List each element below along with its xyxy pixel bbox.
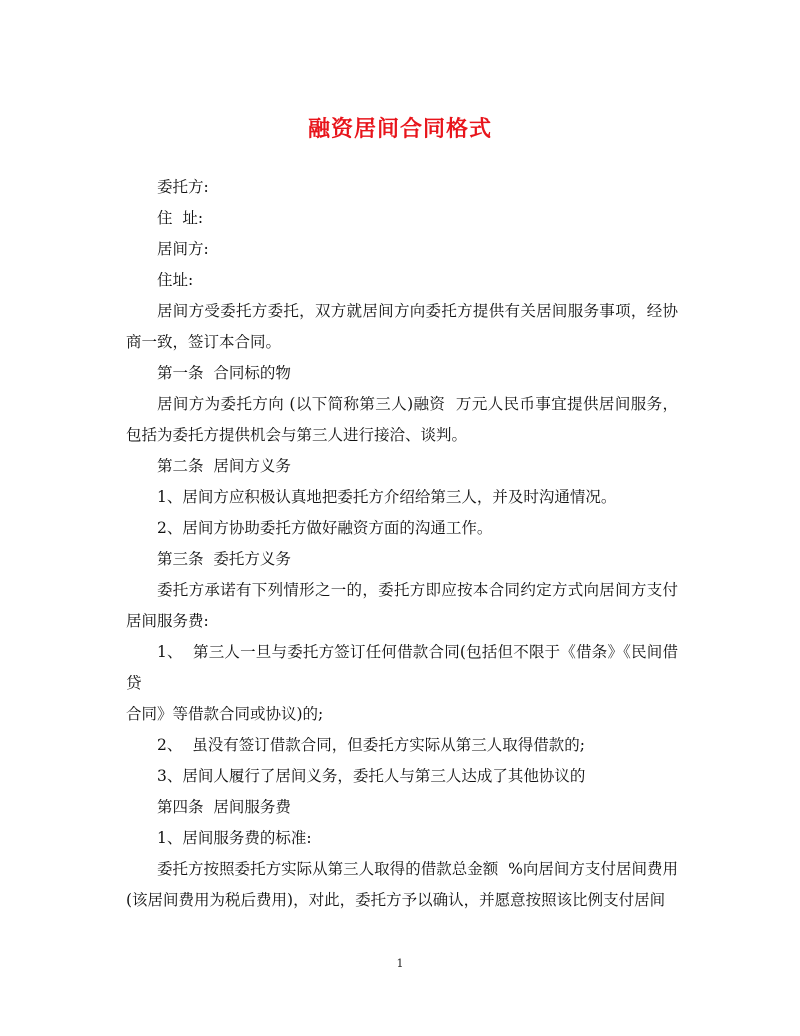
article-1-heading: 第一条 合同标的物: [157, 364, 291, 382]
page-number: 1: [396, 957, 404, 970]
article-3-item-3: 3、居间人履行了居间义务，委托人与第三人达成了其他协议的: [157, 767, 586, 785]
article-3-text: 委托方承诺有下列情形之一的，委托方即应按本合同约定方式向居间方支付居间服务费:: [126, 581, 678, 630]
paragraph-intermediary: 居间方:: [157, 240, 209, 258]
article-3-item-2: 2、 虽没有签订借款合同，但委托方实际从第三人取得借款的;: [157, 736, 585, 754]
article-2-item-2: 2、居间方协助委托方做好融资方面的沟通工作。: [157, 519, 493, 537]
article-1-text: 居间方为委托方向 (以下简称第三人)融资 万元人民币事宜提供居间服务，包括为委托方提供机会与第三人进行接洽、谈判。: [126, 395, 678, 444]
paragraph-preamble: 居间方受委托方委托，双方就居间方向委托方提供有关居间服务事项，经协商一致，签订本合同。: [126, 302, 678, 351]
paragraph-client: 委托方:: [157, 178, 209, 196]
article-4-item-1: 1、居间服务费的标准:: [157, 829, 312, 847]
article-2-heading: 第二条 居间方义务: [157, 457, 291, 475]
article-4-heading: 第四条 居间服务费: [157, 798, 291, 816]
paragraph-client-address: 住 址:: [157, 209, 204, 227]
article-3-item-1-continued: 合同》等借款合同或协议)的;: [126, 705, 324, 723]
paragraph-intermediary-address: 住址:: [157, 271, 194, 289]
document-body: [126, 172, 678, 916]
document-title: 融资居间合同格式: [307, 116, 492, 142]
article-3-item-1: 1、 第三人一旦与委托方签订任何借款合同(包括但不限于《借条》《民间借贷: [126, 643, 678, 692]
article-2-item-1: 1、居间方应积极认真地把委托方介绍给第三人，并及时沟通情况。: [157, 488, 617, 506]
article-4-text: 委托方按照委托方实际从第三人取得的借款总金额 %向居间方支付居间费用(该居间费用为税后费用)，对此，委托方予以确认，并愿意按照该比例支付居间: [126, 860, 678, 909]
article-3-heading: 第三条 委托方义务: [157, 550, 291, 568]
